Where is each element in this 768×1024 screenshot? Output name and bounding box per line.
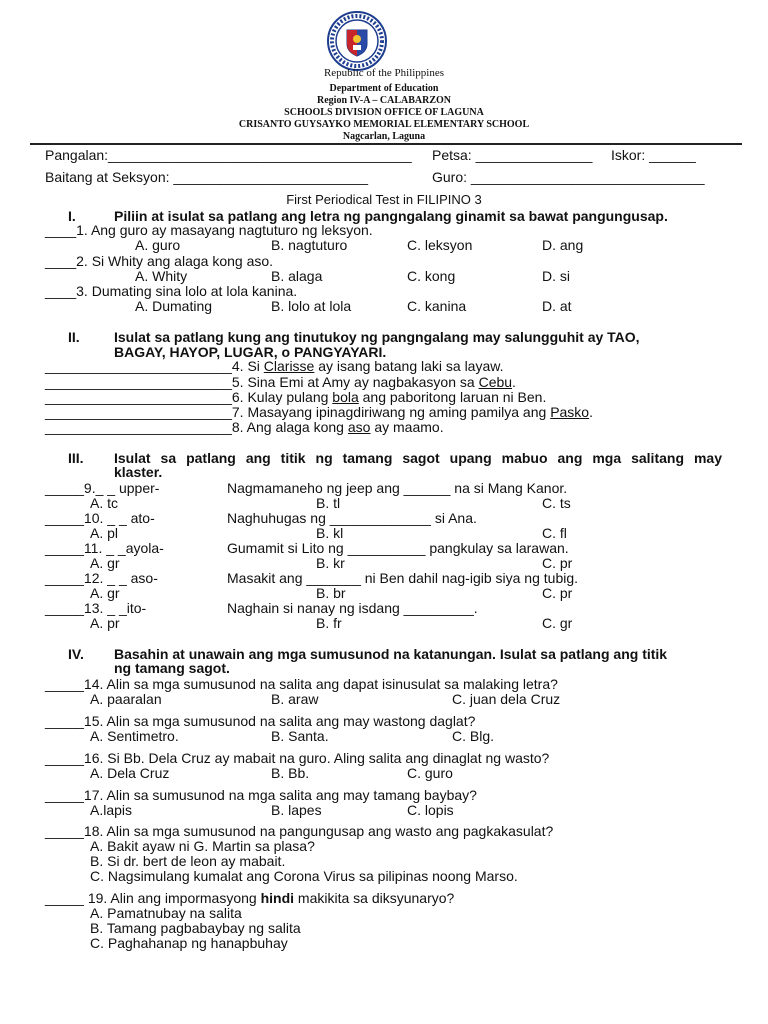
question-18: _____18. Alin sa mga sumusunod na pangungusap ang wasto ang pagkakasulat? bbox=[45, 823, 554, 839]
cluster-word-11: _____11. _ _ayola- bbox=[45, 540, 164, 556]
question-1: ____1. Ang guro ay masayang nagtuturo ng leksyon. bbox=[45, 222, 373, 238]
question-3: ____3. Dumating sina lolo at lola kanina. bbox=[45, 283, 298, 299]
choice-2c: C. kong bbox=[407, 268, 456, 284]
choice-19b: B. Tamang pagbabaybay ng salita bbox=[90, 920, 301, 936]
underlined-noun: aso bbox=[347, 419, 371, 435]
choice-14c: C. juan dela Cruz bbox=[452, 691, 561, 707]
guro-field[interactable]: Guro: ______________________________ bbox=[432, 169, 705, 185]
cluster-word-10: _____10. _ _ ato- bbox=[45, 510, 155, 526]
choice-1a: A. guro bbox=[135, 237, 181, 253]
choice-12b: B. br bbox=[316, 585, 346, 601]
section1-instruction: Piliin at isulat sa patlang ang letra ng pangngalang ginamit sa bawat pangungusap. bbox=[114, 208, 668, 224]
pangalan-field[interactable]: Pangalan:_______________________________________ bbox=[45, 147, 412, 163]
choice-15b: B. Santa. bbox=[271, 728, 329, 744]
section2-numeral: II. bbox=[68, 329, 80, 345]
choice-10b: B. kl bbox=[316, 525, 344, 541]
answer-blank[interactable]: ________________________ bbox=[45, 419, 232, 435]
deped-seal bbox=[322, 10, 392, 72]
section4-numeral: IV. bbox=[68, 646, 84, 662]
cluster-sentence-12: Masakit ang _______ ni Ben dahil nag-igib siya ng tubig. bbox=[227, 570, 579, 586]
section2-instruction-line2: BAGAY, HAYOP, LUGAR, o PANGYAYARI. bbox=[114, 344, 387, 360]
choice-19c: C. Paghahanap ng hanapbuhay bbox=[90, 935, 288, 951]
choice-3c: C. kanina bbox=[407, 298, 467, 314]
section3-numeral: III. bbox=[68, 450, 84, 466]
choice-17c: C. lopis bbox=[407, 802, 454, 818]
choice-1d: D. ang bbox=[542, 237, 584, 253]
choice-13a: A. pr bbox=[90, 615, 120, 631]
choice-1c: C. leksyon bbox=[407, 237, 473, 253]
division-text: SCHOOLS DIVISION OFFICE OF LAGUNA bbox=[284, 107, 484, 118]
choice-2b: B. alaga bbox=[271, 268, 323, 284]
underlined-noun: bola bbox=[332, 389, 359, 405]
choice-10c: C. fl bbox=[542, 525, 567, 541]
cluster-word-13: _____13. _ _ito- bbox=[45, 600, 147, 616]
location-text: Nagcarlan, Laguna bbox=[342, 131, 426, 142]
header-divider bbox=[30, 143, 742, 145]
choice-18b: B. Si dr. bert de leon ay mabait. bbox=[90, 853, 286, 869]
choice-19a: A. Pamatnubay na salita bbox=[90, 905, 242, 921]
cluster-sentence-9: Nagmamaneho ng jeep ang ______ na si Mang Kanor. bbox=[227, 480, 568, 496]
cluster-word-9: _____9._ _ upper- bbox=[45, 480, 160, 496]
cluster-sentence-10: Naghuhugas ng _____________ si Ana. bbox=[227, 510, 477, 526]
choice-11b: B. kr bbox=[316, 555, 345, 571]
section2-item-4: ________________________4. Si Clarisse ay isang batang laki sa layaw. bbox=[45, 358, 504, 374]
underlined-noun: Pasko bbox=[550, 404, 590, 420]
choice-14b: B. araw bbox=[271, 691, 319, 707]
section2-item-5: ________________________5. Sina Emi at Amy ay nagbakasyon sa Cebu. bbox=[45, 374, 516, 390]
section4-instruction-line2: ng tamang sagot. bbox=[114, 660, 230, 676]
choice-13b: B. fr bbox=[316, 615, 342, 631]
question-14: _____14. Alin sa mga sumusunod na salita ang dapat isinusulat sa malaking letra? bbox=[45, 676, 558, 692]
choice-13c: C. gr bbox=[542, 615, 573, 631]
choice-1b: B. nagtuturo bbox=[271, 237, 348, 253]
choice-16c: C. guro bbox=[407, 765, 453, 781]
question-15: _____15. Alin sa mga sumusunod na salita ang may wastong daglat? bbox=[45, 713, 476, 729]
cluster-sentence-13: Naghain si nanay ng isdang _________. bbox=[227, 600, 478, 616]
choice-11a: A. gr bbox=[90, 555, 120, 571]
choice-12a: A. gr bbox=[90, 585, 120, 601]
choice-14a: A. paaralan bbox=[90, 691, 162, 707]
choice-10a: A. pl bbox=[90, 525, 119, 541]
section1-numeral: I. bbox=[68, 208, 76, 224]
choice-17a: A.lapis bbox=[90, 802, 133, 818]
answer-blank[interactable]: ________________________ bbox=[45, 358, 232, 374]
answer-blank[interactable]: ________________________ bbox=[45, 374, 232, 390]
section3-instruction-line1: Isulat sa patlang ang titik ng tamang sagot upang mabuo ang mga salitang may bbox=[114, 450, 722, 466]
underlined-noun: Clarisse bbox=[263, 358, 315, 374]
question-16: _____16. Si Bb. Dela Cruz ay mabait na guro. Aling salita ang dinaglat ng wasto? bbox=[45, 750, 550, 766]
choice-18c: C. Nagsimulang kumalat ang Corona Virus sa pilipinas noong Marso. bbox=[90, 868, 518, 884]
choice-9b: B. tl bbox=[316, 495, 341, 511]
section2-instruction-line1: Isulat sa patlang kung ang tinutukoy ng pangngalang may salungguhit ay TAO, bbox=[114, 329, 640, 345]
cluster-sentence-11: Gumamit si Lito ng __________ pangkulay sa larawan. bbox=[227, 540, 569, 556]
school-text: CRISANTO GUYSAYKO MEMORIAL ELEMENTARY SCHOOL bbox=[238, 119, 530, 130]
baitang-field[interactable]: Baitang at Seksyon: _________________________ bbox=[45, 169, 369, 185]
question-17: _____17. Alin sa sumusunod na mga salita ang may tamang baybay? bbox=[45, 787, 477, 803]
choice-3a: A. Dumating bbox=[135, 298, 213, 314]
choice-16b: B. Bb. bbox=[271, 765, 310, 781]
question-2: ____2. Si Whity ang alaga kong aso. bbox=[45, 253, 274, 269]
section2-item-6: ________________________6. Kulay pulang bola ang paboritong laruan ni Ben. bbox=[45, 389, 547, 405]
region-text: Region IV-A – CALABARZON bbox=[317, 95, 451, 106]
section2-item-7: ________________________7. Masayang ipinagdiriwang ng aming pamilya ang Pasko. bbox=[45, 404, 593, 420]
emphasis-hindi: hindi bbox=[260, 890, 295, 906]
choice-9a: A. tc bbox=[90, 495, 119, 511]
choice-15a: A. Sentimetro. bbox=[90, 728, 179, 744]
cluster-word-12: _____12. _ _ aso- bbox=[45, 570, 158, 586]
iskor-field[interactable]: Iskor: ______ bbox=[611, 147, 696, 163]
choice-3b: B. lolo at lola bbox=[271, 298, 352, 314]
section4-instruction-line1: Basahin at unawain ang mga sumusunod na katanungan. Isulat sa patlang ang titik bbox=[114, 646, 668, 662]
choice-12c: C. pr bbox=[542, 585, 573, 601]
department-text: Department of Education bbox=[329, 83, 439, 94]
answer-blank[interactable]: ________________________ bbox=[45, 389, 232, 405]
choice-2a: A. Whity bbox=[135, 268, 188, 284]
question-19: _____ 19. Alin ang impormasyong hindi makikita sa diksyunaryo? bbox=[45, 890, 455, 906]
republic-text: Republic of the Philippines bbox=[323, 67, 445, 79]
section3-instruction-line2: klaster. bbox=[114, 464, 163, 480]
choice-3d: D. at bbox=[542, 298, 572, 314]
section2-item-8: ________________________8. Ang alaga kong aso ay maamo. bbox=[45, 419, 444, 435]
choice-11c: C. pr bbox=[542, 555, 573, 571]
choice-2d: D. si bbox=[542, 268, 570, 284]
choice-18a: A. Bakit ayaw ni G. Martin sa plasa? bbox=[90, 838, 315, 854]
test-title: First Periodical Test in FILIPINO 3 bbox=[286, 192, 482, 207]
answer-blank[interactable]: ________________________ bbox=[45, 404, 232, 420]
choice-15c: C. Blg. bbox=[452, 728, 495, 744]
choice-16a: A. Dela Cruz bbox=[90, 765, 170, 781]
choice-9c: C. ts bbox=[542, 495, 571, 511]
petsa-field[interactable]: Petsa: _______________ bbox=[432, 147, 593, 163]
choice-17b: B. lapes bbox=[271, 802, 322, 818]
underlined-noun: Cebu bbox=[478, 374, 513, 390]
